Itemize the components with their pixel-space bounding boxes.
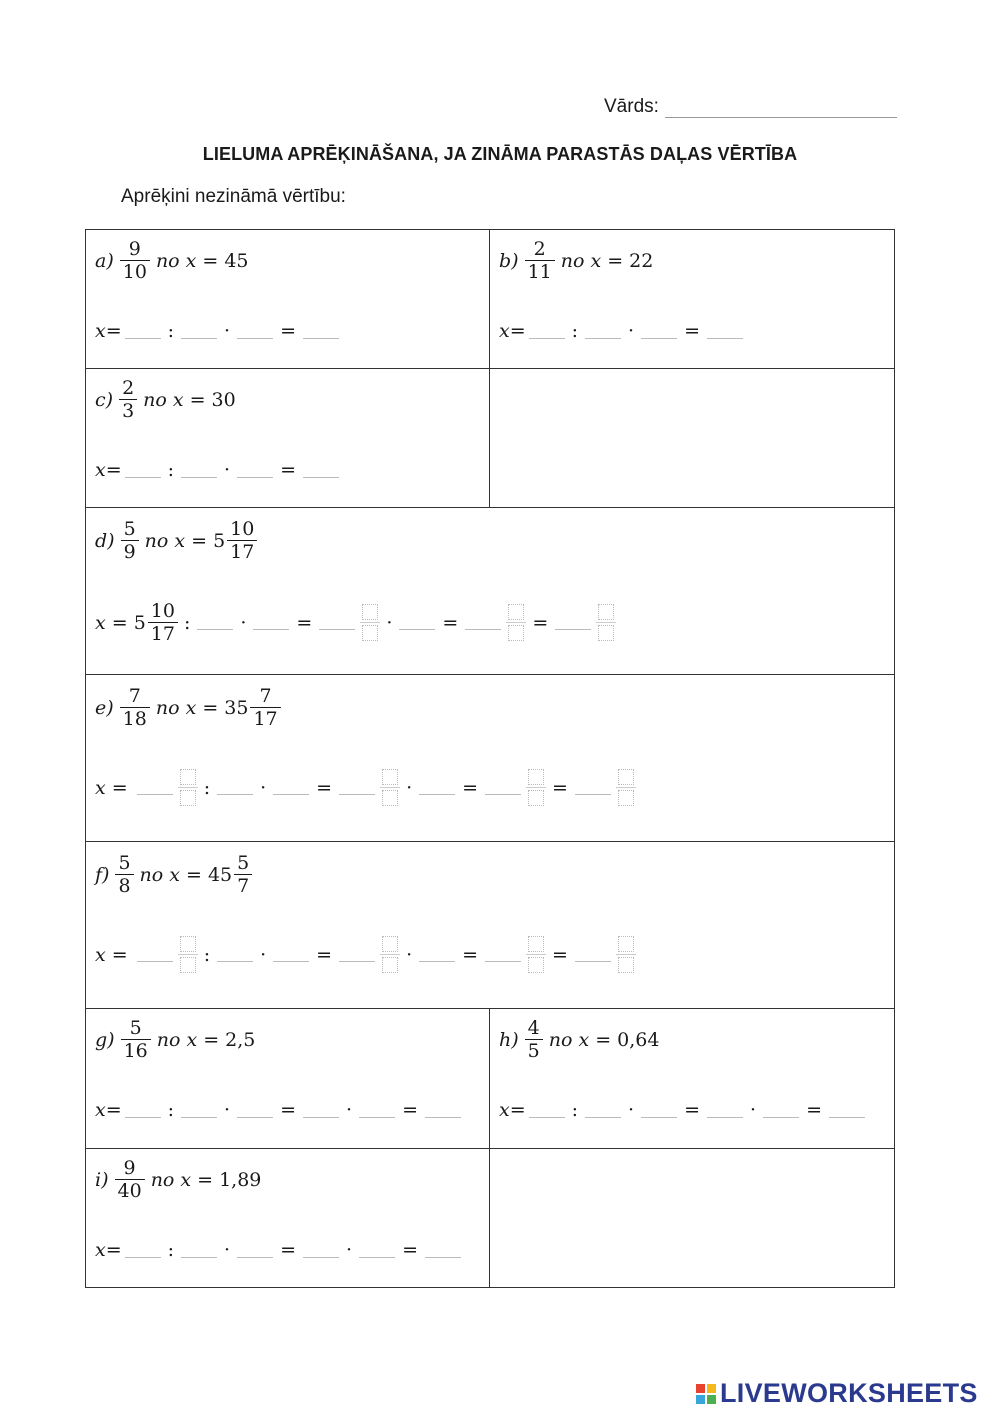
- name-field: [604, 96, 900, 118]
- task-g-mid: no x =: [156, 1028, 220, 1051]
- mul-sign: ·: [346, 1239, 353, 1261]
- task-g-letter: g): [95, 1028, 115, 1051]
- answer-blank[interactable]: [237, 1103, 273, 1118]
- div-sign: :: [167, 1099, 175, 1121]
- task-g-cell: [86, 1009, 490, 1149]
- answer-blank[interactable]: [217, 780, 253, 795]
- task-d-letter: d): [95, 529, 115, 552]
- div-sign: :: [167, 320, 175, 342]
- answer-blank[interactable]: [485, 947, 521, 962]
- eq-sign: =: [280, 1239, 297, 1261]
- task-h-question: [499, 1017, 659, 1062]
- div-sign: :: [183, 611, 191, 634]
- answer-blank[interactable]: [425, 1243, 461, 1258]
- x-label: x=: [95, 320, 122, 342]
- task-f-cell: [86, 842, 895, 1009]
- eq-sign: =: [806, 1099, 822, 1121]
- empty-cell: [490, 1149, 895, 1288]
- answer-blank[interactable]: [217, 947, 253, 962]
- fraction-input[interactable]: [526, 767, 546, 808]
- task-h-value: 0,64: [617, 1028, 660, 1051]
- answer-blank[interactable]: [641, 324, 677, 339]
- answer-blank[interactable]: [181, 1103, 217, 1118]
- answer-blank[interactable]: [425, 1103, 461, 1118]
- answer-blank[interactable]: [125, 324, 161, 339]
- task-i-value: 1,89: [219, 1168, 262, 1191]
- eq-sign: =: [684, 1099, 701, 1121]
- task-h-num: 4: [527, 1017, 540, 1039]
- task-h-mid: no x =: [548, 1028, 612, 1051]
- task-f-vden: 7: [234, 874, 252, 897]
- task-i-answer: [95, 1239, 464, 1261]
- answer-blank[interactable]: [419, 780, 455, 795]
- fraction-input[interactable]: [178, 934, 198, 975]
- liveworksheets-logo: [696, 1378, 978, 1409]
- logo-square: [707, 1384, 716, 1393]
- task-g-den: 16: [121, 1039, 151, 1062]
- x-label: x =: [95, 943, 128, 966]
- fraction-input[interactable]: [526, 934, 546, 975]
- logo-square: [696, 1395, 705, 1404]
- answer-blank[interactable]: [303, 324, 339, 339]
- answer-blank[interactable]: [303, 463, 339, 478]
- mul-sign: ·: [386, 611, 393, 634]
- mul-sign: ·: [406, 776, 413, 799]
- task-f-den: 8: [115, 874, 133, 897]
- task-e-cell: [86, 675, 895, 842]
- eq-sign: =: [280, 320, 297, 342]
- task-c-question: [95, 377, 236, 422]
- answer-blank[interactable]: [125, 1103, 161, 1118]
- fraction-input[interactable]: [360, 602, 380, 643]
- eq-sign: =: [280, 459, 297, 481]
- answer-blank[interactable]: [707, 1103, 743, 1118]
- eq-sign: =: [442, 611, 459, 634]
- answer-blank[interactable]: [575, 780, 611, 795]
- task-b-question: [499, 238, 653, 283]
- task-a-mid: no x =: [155, 249, 219, 272]
- mul-sign: ·: [260, 776, 267, 799]
- answer-blank[interactable]: [339, 947, 375, 962]
- task-i-den: 40: [115, 1179, 145, 1202]
- div-sign: :: [571, 320, 579, 342]
- task-c-answer: [95, 459, 342, 481]
- fraction-input[interactable]: [380, 934, 400, 975]
- answer-blank[interactable]: [359, 1103, 395, 1118]
- mul-sign: ·: [260, 943, 267, 966]
- div-sign: :: [203, 776, 211, 799]
- task-d-vnum: 10: [230, 518, 255, 540]
- eq-sign: =: [280, 1099, 297, 1121]
- task-g-num: 5: [129, 1017, 142, 1039]
- instruction-text: Aprēķini nezināmā vērtību:: [121, 186, 346, 207]
- x-label: x=: [499, 1099, 526, 1121]
- answer-blank[interactable]: [529, 1103, 565, 1118]
- answer-blank[interactable]: [303, 1103, 339, 1118]
- task-b-den: 11: [525, 260, 555, 283]
- name-label: Vārds:: [604, 96, 659, 117]
- logo-square: [696, 1384, 705, 1393]
- answer-blank[interactable]: [237, 463, 273, 478]
- task-h-den: 5: [525, 1039, 543, 1062]
- task-b-mid: no x =: [560, 249, 624, 272]
- answer-blank[interactable]: [641, 1103, 677, 1118]
- task-e-num: 7: [128, 685, 141, 707]
- answer-blank[interactable]: [273, 947, 309, 962]
- task-h-cell: [490, 1009, 895, 1149]
- eq-sign: =: [552, 776, 568, 799]
- task-b-value: 22: [629, 249, 654, 272]
- task-f-whole: 45: [207, 863, 233, 886]
- mul-sign: ·: [224, 320, 231, 342]
- task-i-question: [95, 1157, 261, 1202]
- tasks-table: [85, 229, 895, 1288]
- answer-blank[interactable]: [399, 615, 435, 630]
- task-f-answer: [95, 934, 638, 975]
- mul-sign: ·: [628, 320, 635, 342]
- x-label: x =: [95, 611, 128, 634]
- answer-blank[interactable]: [829, 1103, 865, 1118]
- logo-text: LIVEWORKSHEETS: [720, 1378, 978, 1408]
- task-d-num: 5: [123, 518, 136, 540]
- div-sign: :: [203, 943, 211, 966]
- task-h-letter: h): [499, 1028, 519, 1051]
- task-a-value: 45: [224, 249, 249, 272]
- x-label: x=: [95, 1099, 122, 1121]
- answer-blank[interactable]: [273, 780, 309, 795]
- task-e-vden: 17: [250, 707, 280, 730]
- answer-blank[interactable]: [485, 780, 521, 795]
- eq-sign: =: [316, 776, 333, 799]
- answer-d-den: 17: [148, 622, 178, 645]
- answer-blank[interactable]: [125, 463, 161, 478]
- task-c-cell: [86, 369, 490, 508]
- task-f-letter: f): [95, 863, 110, 886]
- task-g-answer: [95, 1099, 464, 1121]
- answer-blank[interactable]: [707, 324, 743, 339]
- answer-blank[interactable]: [585, 1103, 621, 1118]
- task-c-mid: no x =: [143, 388, 206, 411]
- fraction-input[interactable]: [596, 602, 616, 643]
- answer-blank[interactable]: [555, 615, 591, 630]
- task-d-den: 9: [121, 540, 139, 563]
- mul-sign: ·: [406, 943, 413, 966]
- mul-sign: ·: [224, 1099, 231, 1121]
- task-b-answer: [499, 320, 746, 342]
- answer-blank[interactable]: [181, 324, 217, 339]
- mul-sign: ·: [224, 459, 231, 481]
- task-f-num: 5: [118, 852, 131, 874]
- answer-blank[interactable]: [253, 615, 289, 630]
- task-i-num: 9: [123, 1157, 136, 1179]
- div-sign: :: [167, 459, 175, 481]
- fraction-input[interactable]: [616, 767, 636, 808]
- fraction-input[interactable]: [506, 602, 526, 643]
- task-a-question: [95, 238, 249, 283]
- task-d-whole: 5: [213, 529, 226, 552]
- answer-blank[interactable]: [137, 947, 173, 962]
- task-b-letter: b): [499, 249, 519, 272]
- eq-sign: =: [552, 943, 568, 966]
- eq-sign: =: [684, 320, 701, 342]
- answer-d-whole: 5: [133, 611, 146, 634]
- task-a-cell: [86, 230, 490, 369]
- task-i-letter: i): [95, 1168, 109, 1191]
- answer-blank[interactable]: [237, 1243, 273, 1258]
- answer-blank[interactable]: [237, 324, 273, 339]
- answer-blank[interactable]: [465, 615, 501, 630]
- answer-blank[interactable]: [419, 947, 455, 962]
- answer-blank[interactable]: [359, 1243, 395, 1258]
- task-e-mid: no x =: [155, 696, 219, 719]
- task-e-whole: 35: [224, 696, 249, 719]
- answer-blank[interactable]: [303, 1243, 339, 1258]
- task-a-letter: a): [95, 249, 114, 272]
- task-b-num: 2: [533, 238, 546, 260]
- task-a-den: 10: [120, 260, 150, 283]
- task-e-den: 18: [120, 707, 150, 730]
- eq-sign: =: [532, 611, 549, 634]
- answer-blank[interactable]: [137, 780, 173, 795]
- eq-sign: =: [316, 943, 333, 966]
- task-c-num: 2: [122, 377, 135, 399]
- answer-blank[interactable]: [197, 615, 233, 630]
- x-label: x =: [95, 776, 128, 799]
- task-f-vnum: 5: [237, 852, 250, 874]
- answer-d-num: 10: [150, 600, 175, 622]
- task-g-question: [95, 1017, 255, 1062]
- x-label: x=: [95, 1239, 122, 1261]
- task-c-den: 3: [119, 399, 137, 422]
- task-d-mid: no x =: [144, 529, 208, 552]
- div-sign: :: [571, 1099, 579, 1121]
- task-c-value: 30: [211, 388, 236, 411]
- task-d-cell: [86, 508, 895, 675]
- eq-sign: =: [462, 776, 479, 799]
- task-d-question: [95, 518, 263, 563]
- task-e-answer: [95, 767, 638, 808]
- task-e-vnum: 7: [259, 685, 272, 707]
- answer-blank[interactable]: [319, 615, 355, 630]
- x-label: x=: [95, 459, 122, 481]
- mul-sign: ·: [240, 611, 247, 634]
- logo-square: [707, 1395, 716, 1404]
- mul-sign: ·: [750, 1099, 757, 1121]
- mul-sign: ·: [346, 1099, 353, 1121]
- answer-blank[interactable]: [763, 1103, 799, 1118]
- task-f-mid: no x =: [139, 863, 202, 886]
- x-label: x=: [499, 320, 526, 342]
- task-h-answer: [499, 1099, 868, 1121]
- name-blank[interactable]: [665, 101, 897, 118]
- answer-blank[interactable]: [125, 1243, 161, 1258]
- task-b-cell: [490, 230, 895, 369]
- answer-blank[interactable]: [181, 463, 217, 478]
- eq-sign: =: [296, 611, 313, 634]
- answer-blank[interactable]: [529, 324, 565, 339]
- task-e-question: [95, 685, 287, 730]
- div-sign: :: [167, 1239, 175, 1261]
- answer-blank[interactable]: [181, 1243, 217, 1258]
- mul-sign: ·: [628, 1099, 635, 1121]
- empty-cell: [490, 369, 895, 508]
- fraction-input[interactable]: [178, 767, 198, 808]
- logo-icon: [696, 1384, 716, 1404]
- task-f-question: [95, 852, 258, 897]
- task-a-answer: [95, 320, 342, 342]
- eq-sign: =: [402, 1239, 418, 1261]
- task-a-num: 9: [128, 238, 141, 260]
- task-i-cell: [86, 1149, 490, 1288]
- task-g-value: 2,5: [225, 1028, 256, 1051]
- answer-blank[interactable]: [585, 324, 621, 339]
- task-e-letter: e): [95, 696, 114, 719]
- fraction-input[interactable]: [380, 767, 400, 808]
- task-i-mid: no x =: [150, 1168, 214, 1191]
- task-d-vden: 17: [227, 540, 257, 563]
- answer-blank[interactable]: [339, 780, 375, 795]
- task-c-letter: c): [95, 388, 114, 411]
- answer-blank[interactable]: [575, 947, 611, 962]
- task-d-answer: [95, 600, 618, 645]
- fraction-input[interactable]: [616, 934, 636, 975]
- eq-sign: =: [402, 1099, 418, 1121]
- mul-sign: ·: [224, 1239, 231, 1261]
- eq-sign: =: [462, 943, 479, 966]
- worksheet-title: LIELUMA APRĒĶINĀŠANA, JA ZINĀMA PARASTĀS DAĻAS VĒRTĪBA: [202, 144, 798, 164]
